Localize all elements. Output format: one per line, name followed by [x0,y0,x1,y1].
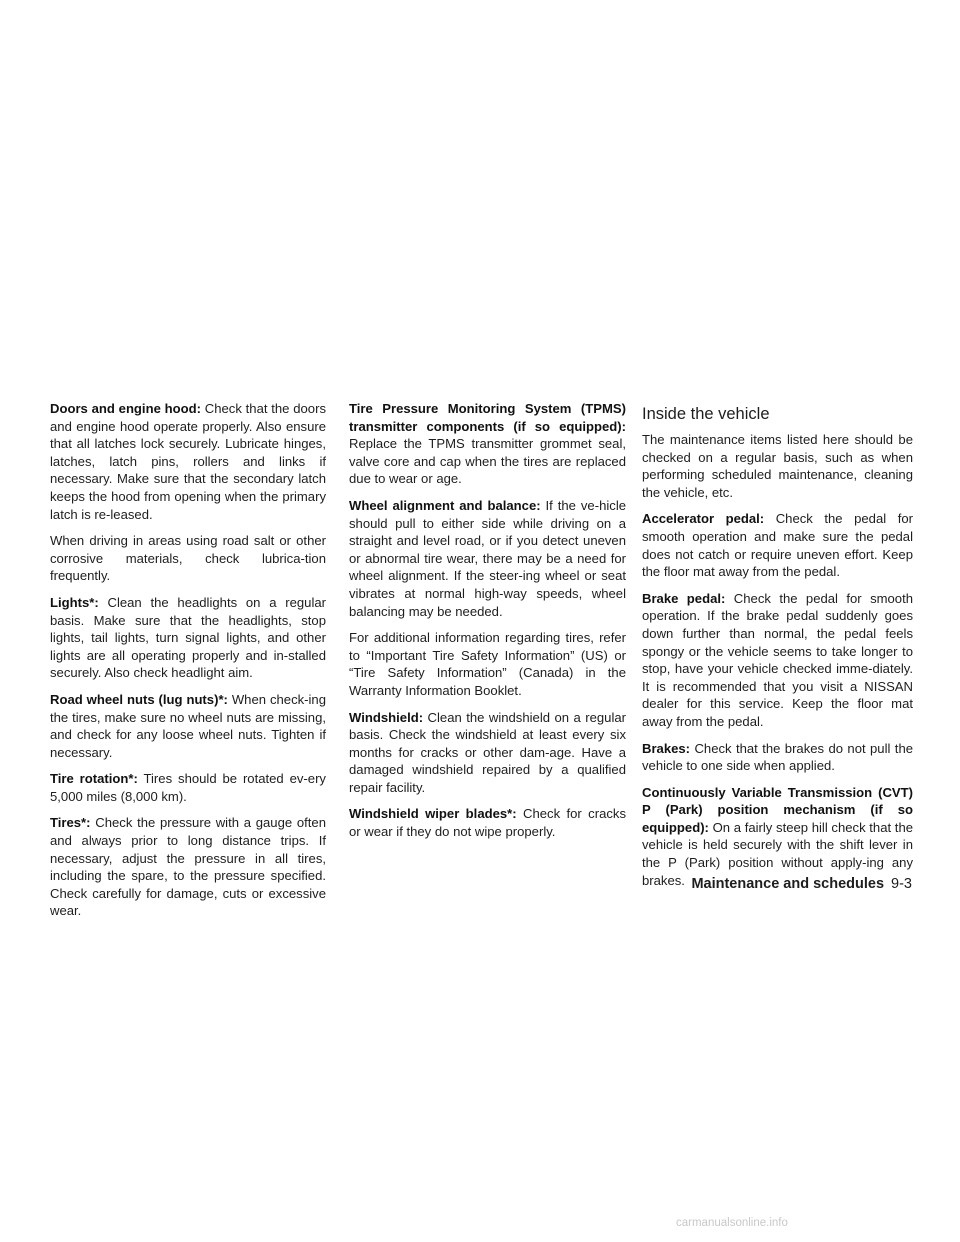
paragraph-tire-info [349,629,626,699]
paragraph-tires [50,814,326,920]
paragraph-wiper-blades [349,805,626,840]
term-doors-hood: Doors and engine hood: [50,401,201,416]
text-accelerator: Check the pedal for smooth operation and make sure the pedal does not catch or require uneven effort. Keep the floor mat away from the pedal. [642,511,913,580]
text-lights: Clean the headlights on a regular basis. Make sure that the headlights, stop lights, tail lights, turn signal lights, and other lights are all operating properly and in-stalled securely. Also check headlight aim. [50,594,327,681]
term-windshield: Windshield: [349,709,424,725]
paragraph-road-salt [50,532,326,585]
text-tires: Check the pressure with a gauge often and always prior to long distance trips. If necessary, adjust the pressure in all tires, including the spare, to the pressure specified. Check carefully for damage, cuts or excessive wear. [50,815,326,919]
term-accelerator: Accelerator pedal: [642,511,765,527]
text-road-salt: When driving in areas using road salt or other corrosive materials, check lubrica-tion frequently. [50,533,326,584]
text-brake-pedal: Check the pedal for smooth operation. If the brake pedal suddenly goes down further than normal, the pedal feels spongy or the vehicle seems to take longer to stop, have your vehicle checked imme-diately. It is recommended that you visit a NISSAN dealer for this service. Keep the floor mat away from the pedal. [642,590,914,729]
left-column [50,400,326,929]
term-tire-rotation: Tire rotation*: [50,771,138,787]
text-wheel-nuts: When check-ing the tires, make sure no wheel nuts are missing, and check for any loose wheel nuts. Tighten if necessary. [50,691,326,760]
term-wheel-nuts: Road wheel nuts (lug nuts)*: [50,691,228,707]
paragraph-cvt-park [642,784,913,890]
text-tpms: Replace the TPMS transmitter grommet seal, valve core and cap when the tires are replaced due to wear or age. [349,436,626,487]
text-tire-info: For additional information regarding tires, refer to “Important Tire Safety Information” (US) or “Tire Safety Information” (Canada) in the Warranty Information Booklet. [349,630,626,698]
paragraph-intro [642,431,913,501]
term-brakes: Brakes: [642,740,691,756]
paragraph-doors-hood [50,400,326,523]
paragraph-tire-rotation [50,770,326,805]
term-wiper-blades: Windshield wiper blades*: [349,806,517,822]
paragraph-brakes [642,740,913,775]
paragraph-accelerator [642,510,913,580]
text-cvt-park: On a fairly steep hill check that the vehicle is held securely with the shift lever in the P (Park) position without apply-ing any brakes. [642,819,914,888]
term-lights: Lights*: [50,594,99,610]
page-number: 9-3 [891,876,912,892]
text-doors-hood: Check that the doors and engine hood operate properly. Also ensure that all latches lock securely. Lubricate hinges, latches, latch pins, rollers and links if necessary. Make sure that the secondary latch keeps the hood from opening when the primary latch is re-leased. [50,401,326,522]
term-tpms: Tire Pressure Monitoring System (TPMS) transmitter components (if so equipped): [349,401,626,434]
paragraph-tpms [349,400,626,488]
paragraph-wheel-alignment [349,497,626,620]
text-intro: The maintenance items listed here should be checked on a regular basis, such as when performing scheduled maintenance, cleaning the vehicle, etc. [642,432,913,500]
term-tires: Tires*: [50,815,91,831]
text-tire-rotation: Tires should be rotated ev-ery 5,000 miles (8,000 km). [50,771,326,804]
term-wheel-alignment: Wheel alignment and balance: [349,497,541,513]
paragraph-windshield [349,709,626,797]
paragraph-brake-pedal [642,590,913,731]
term-brake-pedal: Brake pedal: [642,590,726,606]
footer-section-title: Maintenance and schedules [691,876,885,892]
text-wheel-alignment: If the ve-hicle should pull to either side while driving on a straight and level road, or if you detect uneven or abnormal tire wear, there may be a need for wheel alignment. If the steer-ing wheel or seat vibrates at normal high-way speeds, wheel balancing may be needed. [349,497,627,619]
text-windshield: Clean the windshield on a regular basis. Check the windshield at least every six months for cracks or other dam-age. Have a damaged windshield repaired by a qualified repair facility. [349,709,626,795]
section-heading: Inside the vehicle [642,405,770,423]
watermark: carmanualsonline.info [676,1217,788,1229]
paragraph-lights [50,594,326,682]
page-footer [691,876,912,892]
middle-column [349,400,626,850]
text-wiper-blades: Check for cracks or wear if they do not wipe properly. [349,806,627,840]
term-cvt-park: Continuously Variable Transmission (CVT) P (Park) position mechanism (if so equipped): [642,784,913,835]
paragraph-wheel-nuts [50,691,326,761]
right-column [642,400,913,898]
text-brakes: Check that the brakes do not pull the vehicle to one side when applied. [642,740,914,774]
